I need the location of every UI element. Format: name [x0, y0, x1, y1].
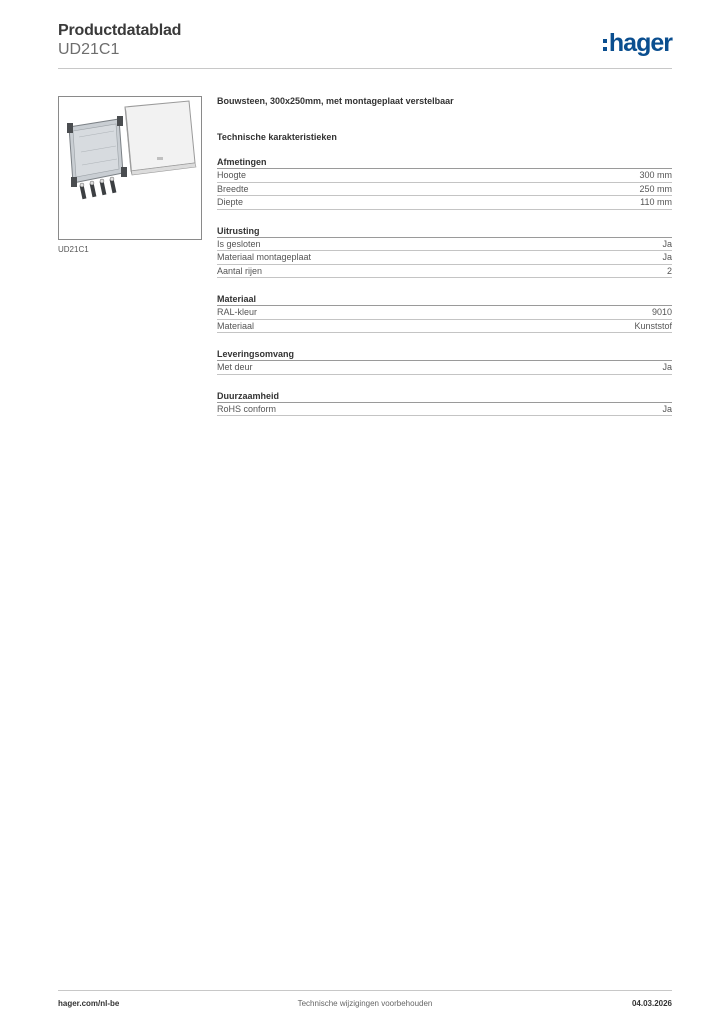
spec-content — [217, 94, 672, 431]
spec-label: Met deur — [217, 362, 253, 372]
spec-group-title: Duurzaamheid — [217, 390, 672, 403]
spec-group — [217, 348, 672, 375]
spec-row — [217, 403, 672, 417]
spec-label: RoHS conform — [217, 403, 277, 414]
spec-row — [217, 238, 672, 252]
spec-row — [217, 169, 672, 183]
enclosure-illustration-icon — [59, 97, 201, 239]
spec-group-title: Afmetingen — [217, 156, 672, 169]
spec-row — [217, 361, 672, 375]
spec-value: 9010 — [651, 307, 672, 317]
spec-row — [217, 251, 672, 265]
spec-value: Ja — [662, 403, 672, 414]
spec-label: Breedte — [217, 183, 249, 194]
product-code: UD21C1 — [58, 41, 120, 58]
footer-website[interactable]: hager.com/nl-be — [58, 999, 120, 1008]
spec-groups — [217, 156, 672, 416]
spec-row — [217, 183, 672, 197]
spec-group-title: Materiaal — [217, 293, 672, 306]
document-title: Productdatablad — [58, 22, 182, 39]
product-description: Bouwsteen, 300x250mm, met montageplaat verstelbaar — [217, 96, 454, 106]
spec-group — [217, 156, 672, 210]
spec-row — [217, 265, 672, 279]
logo-text: hager — [608, 28, 672, 57]
page-header — [58, 20, 672, 69]
footer-notice: Technische wijzigingen voorbehouden — [297, 999, 433, 1008]
logo-dots-icon — [603, 39, 607, 51]
spec-label: Hoogte — [217, 170, 247, 180]
spec-value: 300 mm — [639, 170, 672, 180]
spec-label: Diepte — [217, 197, 244, 207]
spec-group — [217, 225, 672, 279]
spec-value: Ja — [662, 238, 672, 249]
page-footer — [58, 990, 672, 1015]
spec-group-title: Uitrusting — [217, 225, 672, 238]
spec-value: 250 mm — [639, 183, 672, 194]
spec-value: Ja — [662, 362, 672, 372]
spec-value: 2 — [666, 265, 672, 276]
footer-date: 04.03.2026 — [631, 999, 672, 1008]
spec-label: RAL-kleur — [217, 307, 258, 317]
spec-row — [217, 196, 672, 210]
spec-row — [217, 320, 672, 334]
spec-value: 110 mm — [640, 197, 672, 207]
spec-label: Is gesloten — [217, 238, 261, 249]
hager-logo — [603, 28, 672, 58]
spec-label: Materiaal — [217, 320, 255, 331]
spec-label: Aantal rijen — [217, 265, 263, 276]
spec-value: Kunststof — [634, 320, 672, 331]
image-caption: UD21C1 — [58, 245, 89, 254]
spec-group-title: Leveringsomvang — [217, 348, 672, 361]
spec-group — [217, 293, 672, 333]
spec-group — [217, 390, 672, 417]
spec-value: Ja — [662, 252, 672, 262]
product-image — [58, 96, 202, 240]
tech-heading: Technische karakteristieken — [217, 132, 337, 142]
spec-row — [217, 306, 672, 320]
spec-label: Materiaal montageplaat — [217, 252, 312, 262]
